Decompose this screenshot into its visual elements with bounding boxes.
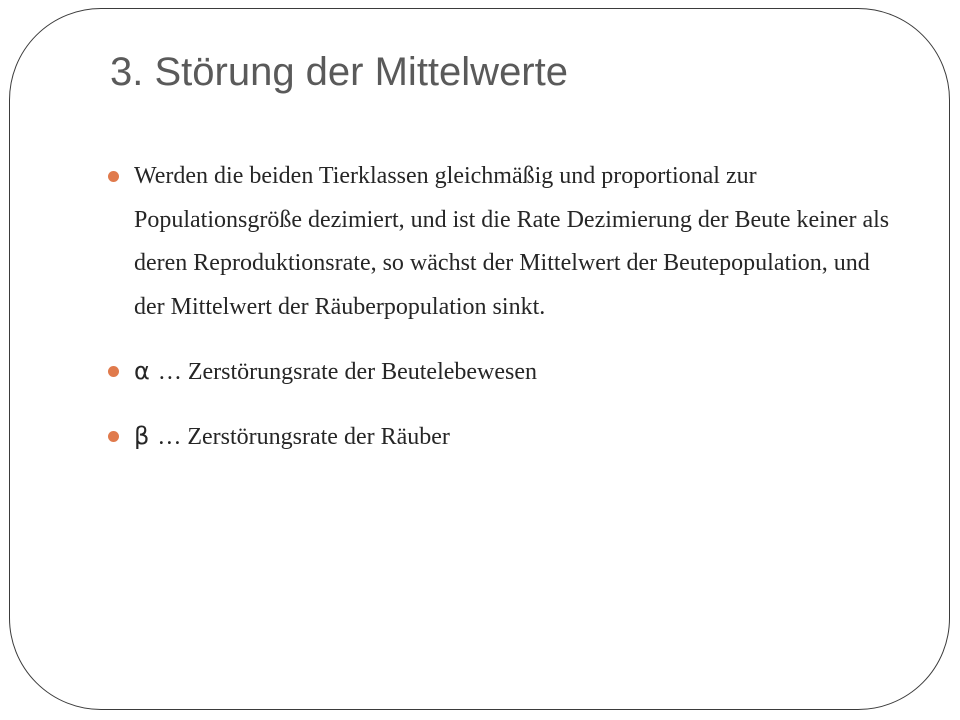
- bullet-item-beta: [108, 415, 898, 460]
- bullet-dot-icon: [108, 366, 119, 377]
- beta-symbol: β: [134, 421, 150, 450]
- bullet-text: … Zerstörungsrate der Räuber: [151, 423, 450, 450]
- bullet-dot-icon: [108, 431, 119, 442]
- slide-title: 3. Störung der Mittelwerte: [110, 50, 568, 94]
- bullet-text: … Zerstörungsrate der Beutelebewesen: [151, 359, 538, 385]
- bullet-dot-icon: [108, 171, 119, 182]
- bullet-text: Werden die beiden Tierklassen gleichmäßig und proportional zur Populationsgröße dezimiert, und ist die Rate Dezimierung der Beute keiner als deren Reproduktionsrate, so wächst der Mittelwert der Beutepopulation, und der Mittelwert der Räuberpopulation sinkt.: [134, 163, 890, 320]
- alpha-symbol: α: [134, 357, 150, 385]
- bullet-item-alpha: [108, 350, 898, 395]
- bullet-list: [108, 155, 898, 459]
- bullet-item-decimation: [108, 155, 898, 329]
